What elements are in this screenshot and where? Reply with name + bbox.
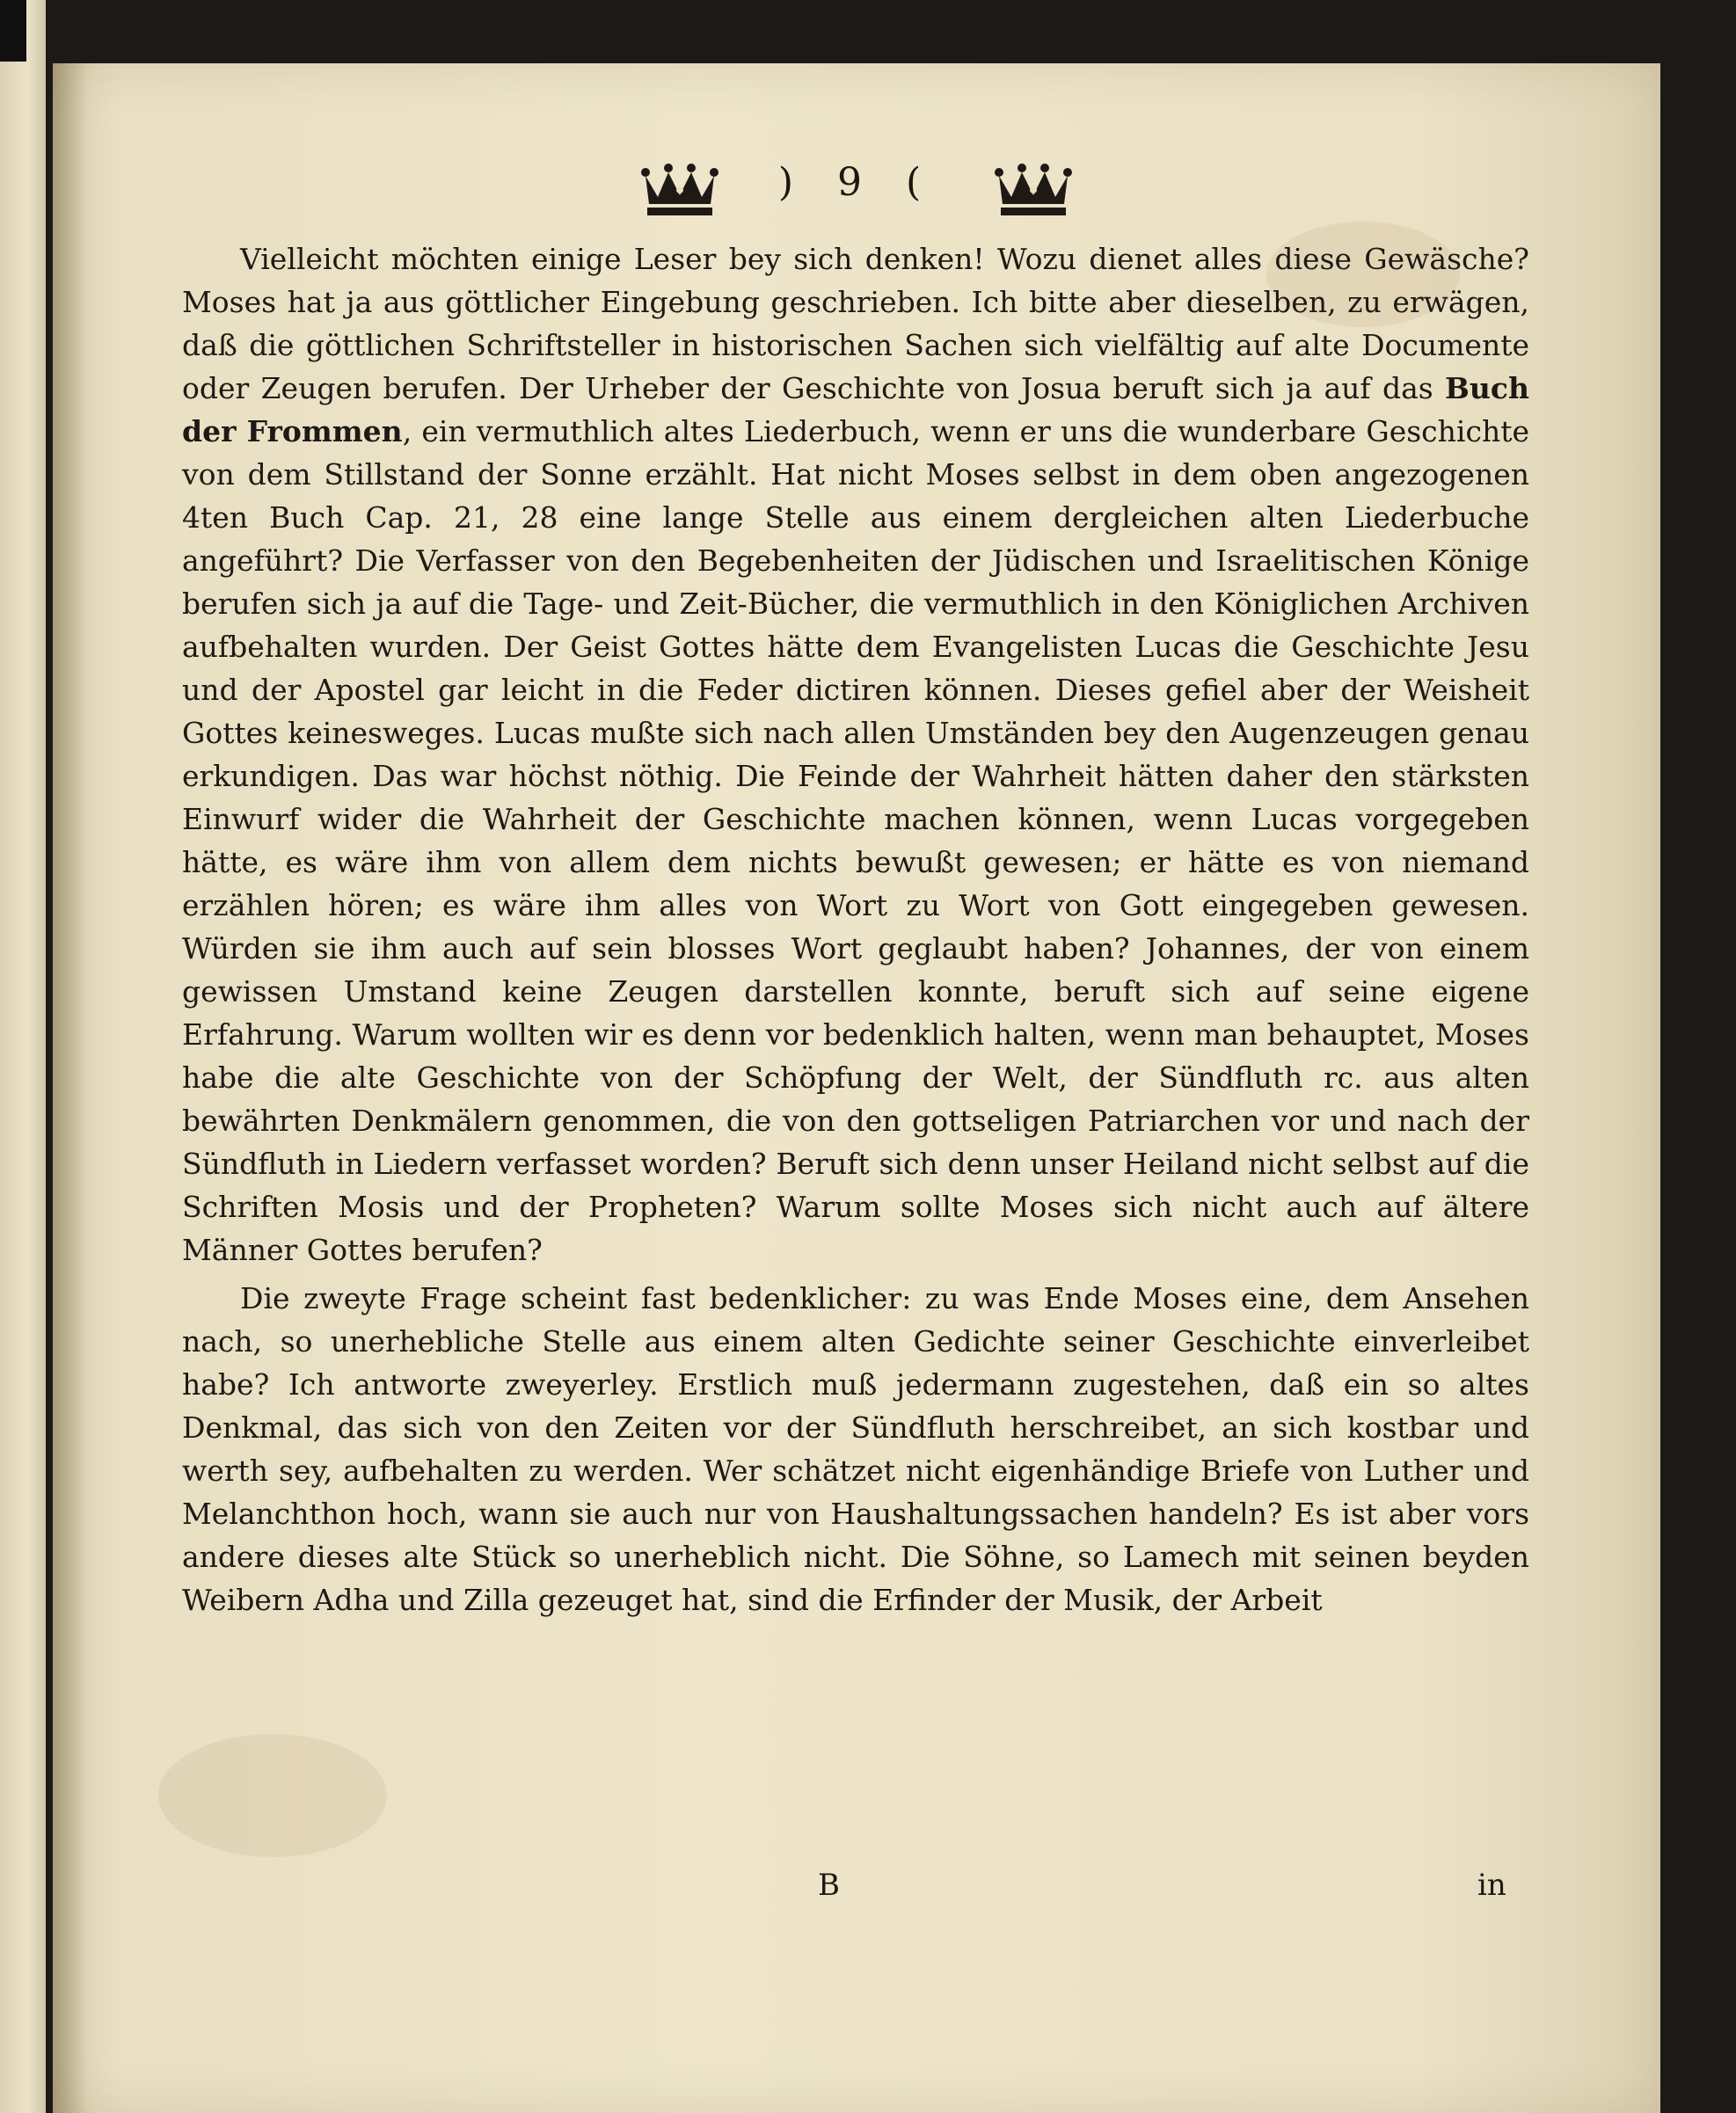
book-page (53, 63, 1660, 2113)
catchword: in (1477, 1868, 1506, 1903)
book-title-emphasis: Buch der Frommen (182, 371, 1529, 448)
paragraph-2-text: Die zweyte Frage scheint fast bedenklicher: zu was Ende Moses eine, dem Ansehen nach, so unerhebliche Stelle aus einem alten Gedichte seiner Geschichte einverleibet habe? Ich antworte zweyerley. Erstlich muß jedermann zugestehen, daß ein so altes Denkmal, das sich von den Zeiten vor der Sündfluth herschreibet, an sich kostbar und werth sey, aufbehalten zu werden. Wer schätzet nicht eigenhändige Briefe von Luther und Melanchthon hoch, wann sie auch nur von Haushaltungssachen handeln? Es ist aber vors andere dieses alte Stück so unerheblich nicht. Die Söhne, so Lamech mit seinen beyden Weibern Adha und Zilla gezeuget hat, sind die Erfinder der Musik, der Arbeit (182, 1281, 1529, 1617)
body-text (182, 237, 1529, 1621)
left-page-edge (0, 0, 46, 2113)
paragraph-2 (182, 1277, 1529, 1621)
paragraph-1-continuation: , ein vermuthlich altes Liederbuch, wenn er uns die wunderbare Geschichte von dem Stillstand der Sonne erzählt. Hat nicht Moses selbst in dem oben angezogenen 4ten Buch Cap. 21, 28 eine lange Stelle aus einem dergleichen alten Liederbuche angeführt? Die Verfasser von den Begebenheiten der Jüdischen und Israelitischen Könige berufen sich ja auf die Tage- und Zeit-Bücher, die vermuthlich in den Königlichen Archiven aufbehalten wurden. Der Geist Gottes hätte dem Evangelisten Lucas die Geschichte Jesu und der Apostel gar leicht in die Feder dictiren können. Dieses gefiel aber der Weisheit Gottes keinesweges. Lucas mußte sich nach allen Umständen bey den Augenzeugen genau erkundigen. Das war höchst nöthig. Die Feinde der Wahrheit hätten daher den stärksten Einwurf wider die Wahrheit der Geschichte machen können, wenn Lucas vorgegeben hätte, es wäre ihm von allem dem nichts bewußt gewesen; er hätte es von niemand erzählen hören; es wäre ihm alles von Wort zu Wort von Gott eingegeben gewesen. Würden sie ihm auch auf sein blosses Wort geglaubt haben? Johannes, der von einem gewissen Umstand keine Zeugen darstellen konnte, beruft sich auf seine eigene Erfahrung. Warum wollten wir es denn vor bedenklich halten, wenn man behauptet, Moses habe die alte Geschichte von der Schöpfung der Welt, der Sündfluth rc. aus alten bewährten Denkmälern genommen, die von den gottseligen Patriarchen vor und nach der Sündfluth in Liedern verfasset worden? Beruft sich denn unser Heiland nicht selbst auf die Schriften Mosis und der Propheten? Warum sollte Moses sich nicht auch auf ältere Männer Gottes berufen? (182, 414, 1530, 1267)
paragraph-1 (182, 237, 1529, 1271)
page-footer (53, 1868, 1660, 1920)
signature-mark: B (818, 1868, 840, 1903)
crown-icon (640, 160, 719, 218)
crown-icon (994, 160, 1073, 218)
left-page-corner (0, 0, 26, 62)
paper-stain (158, 1734, 387, 1857)
page-number: ) 9 ( (777, 160, 937, 205)
paragraph-1-text: Vielleicht möchten einige Leser bey sich denken! Wozu dienet alles diese Gewäsche? Moses hat ja aus göttlicher Eingebung geschrieben. Ich bitte aber dieselben, zu erwägen, daß die göttlichen Schriftsteller in historischen Sachen sich vielfältig auf alte Documente oder Zeugen berufen. Der Urheber der Geschichte von Josua beruft sich ja auf das (182, 242, 1529, 405)
page-header (53, 160, 1660, 239)
spine-shadow (53, 63, 88, 2113)
